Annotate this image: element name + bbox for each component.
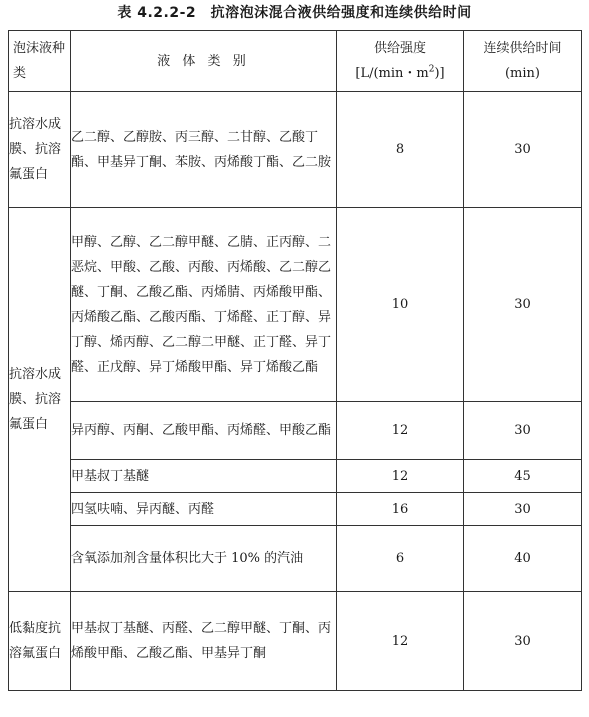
table-row xyxy=(9,526,582,592)
table-row xyxy=(9,402,582,460)
foam-type-cell: 低黏度抗溶氟蛋白 xyxy=(9,592,71,691)
supply-intensity-cell: 6 xyxy=(337,526,464,592)
liquid-category-cell: 乙二醇、乙醇胺、丙三醇、二甘醇、乙酸丁酯、甲基异丁酮、苯胺、丙烯酸丁酯、乙二胺 xyxy=(71,92,337,208)
table-row xyxy=(9,592,582,691)
liquid-category-cell: 含氧添加剂含量体积比大于 10% 的汽油 xyxy=(71,526,337,592)
table-row xyxy=(9,208,582,402)
supply-duration-cell: 40 xyxy=(464,526,582,592)
header-liquid-category: 液 体 类 别 xyxy=(71,31,337,92)
supply-duration-cell: 30 xyxy=(464,92,582,208)
foam-type-cell: 抗溶水成膜、抗溶氟蛋白 xyxy=(9,92,71,208)
table-header-row xyxy=(9,31,582,92)
supply-duration-cell: 45 xyxy=(464,460,582,493)
supply-duration-cell: 30 xyxy=(464,592,582,691)
table-caption: 表 4.2.2-2 抗溶泡沫混合液供给强度和连续供给时间 xyxy=(117,5,472,21)
supply-intensity-cell: 16 xyxy=(337,493,464,526)
liquid-category-cell: 甲基叔丁基醚 xyxy=(71,460,337,493)
foam-type-cell: 抗溶水成膜、抗溶氟蛋白 xyxy=(9,208,71,592)
supply-duration-cell: 30 xyxy=(464,493,582,526)
table-row xyxy=(9,493,582,526)
supply-intensity-cell: 12 xyxy=(337,592,464,691)
supply-intensity-cell: 12 xyxy=(337,460,464,493)
liquid-category-cell: 异丙醇、丙酮、乙酸甲酯、丙烯醛、甲酸乙酯 xyxy=(71,402,337,460)
liquid-category-cell: 甲基叔丁基醚、丙醛、乙二醇甲醚、丁酮、丙烯酸甲酯、乙酸乙酯、甲基异丁酮 xyxy=(71,592,337,691)
liquid-category-cell: 甲醇、乙醇、乙二醇甲醚、乙腈、正丙醇、二恶烷、甲酸、乙酸、丙酸、丙烯酸、乙二醇乙醚、丁酮、乙酸乙酯、丙烯腈、丙烯酸甲酯、丙烯酸乙酯、乙酸丙酯、丁烯醛、正丁醇、异丁醇、烯丙醇、乙二醇二甲醚、正丁醛、异丁醛、正戊醇、异丁烯酸甲酯、异丁烯酸乙酯 xyxy=(71,208,337,402)
table-row xyxy=(9,460,582,493)
header-supply-intensity: 供给强度 [L/(min・$m^2$)] xyxy=(337,31,464,92)
supply-intensity-cell: 8 xyxy=(337,92,464,208)
supply-duration-cell: 30 xyxy=(464,208,582,402)
header-foam-type: 泡沫液种类 xyxy=(9,31,71,92)
supply-duration-cell: 30 xyxy=(464,402,582,460)
supply-intensity-cell: 12 xyxy=(337,402,464,460)
foam-supply-table xyxy=(8,30,582,691)
table-row xyxy=(9,92,582,208)
supply-intensity-cell: 10 xyxy=(337,208,464,402)
liquid-category-cell: 四氢呋喃、异丙醚、丙醛 xyxy=(71,493,337,526)
header-supply-duration: 连续供给时间 (min) xyxy=(464,31,582,92)
